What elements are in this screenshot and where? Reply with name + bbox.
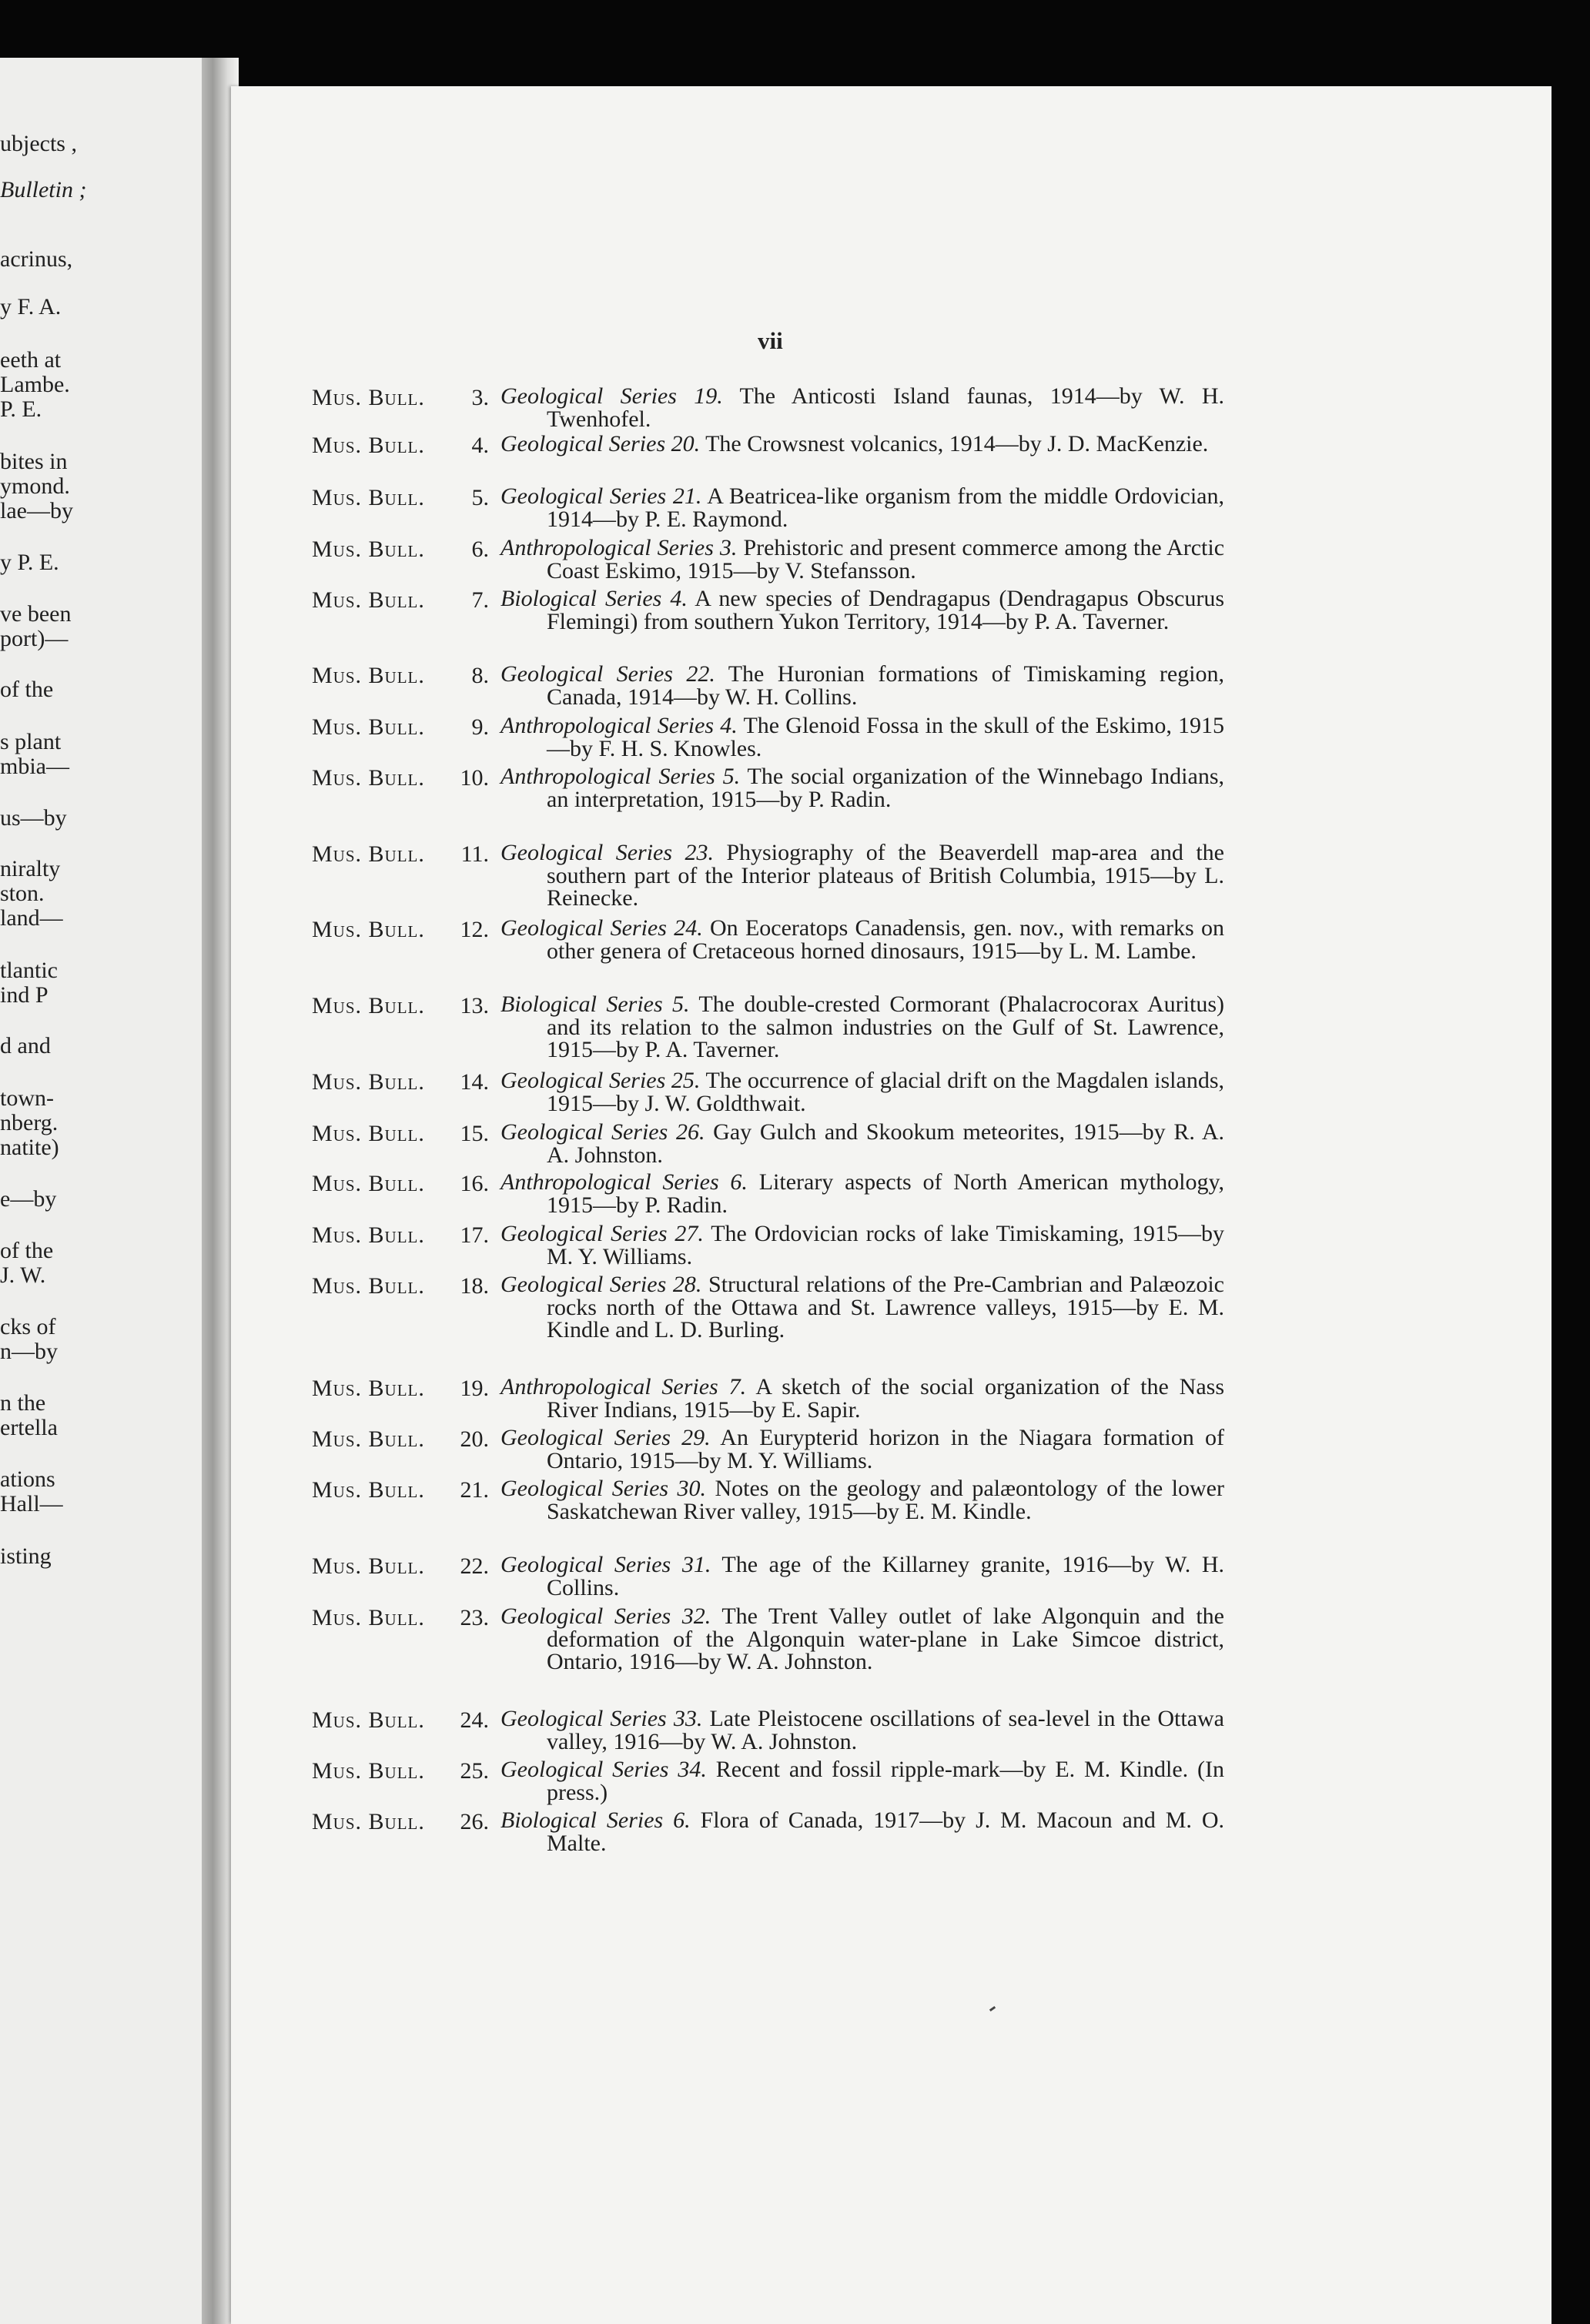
bulletin-description [500, 841, 1224, 910]
series-name: Anthropological Series 3. [500, 535, 738, 560]
bulletin-description [500, 1222, 1224, 1268]
bulletin-label: Mus. Bull. [312, 433, 425, 458]
bulletin-number: 4. [471, 433, 489, 458]
left-page-fragment: bites in [0, 449, 68, 474]
bulletin-label: Mus. Bull. [312, 1069, 425, 1095]
series-name: Geological Series 22. [500, 661, 715, 687]
bulletin-description [500, 1376, 1224, 1421]
bulletin-label: Mus. Bull. [312, 1171, 425, 1196]
bulletin-number: 3. [471, 385, 489, 410]
facing-page-fragment [0, 58, 202, 2324]
bulletin-label: Mus. Bull. [312, 1758, 425, 1784]
series-name: Anthropological Series 7. [500, 1374, 747, 1399]
series-name: Biological Series 4. [500, 586, 688, 611]
series-name: Geological Series 31. [500, 1552, 711, 1577]
bulletin-label: Mus. Bull. [312, 1426, 425, 1452]
bulletin-label: Mus. Bull. [312, 1273, 425, 1299]
left-page-fragment: eeth at [0, 347, 62, 373]
bulletin-description [500, 663, 1224, 708]
left-page-fragment: niralty [0, 856, 61, 881]
bulletin-description [500, 1273, 1224, 1342]
bulletin-title: Structural relations of the Pre-Cambrian and Palæozoic rocks north of the Ottawa and St. Lawrence valleys, 1915—by E. M. Kindle and L. D. Burling. [547, 1272, 1224, 1343]
left-page-fragment: ind P [0, 982, 49, 1008]
left-page-fragment: acrinus, [0, 246, 73, 272]
series-name: Geological Series 23. [500, 840, 714, 865]
series-name: Biological Series 6. [500, 1807, 691, 1833]
bulletin-description [500, 1069, 1224, 1115]
bulletin-label: Mus. Bull. [312, 714, 425, 740]
bulletin-label: Mus. Bull. [312, 993, 425, 1018]
left-page-fragment: ve been [0, 601, 72, 627]
left-page-fragment: J. W. [0, 1262, 46, 1288]
bulletin-description [500, 433, 1224, 456]
bulletin-number: 23. [460, 1605, 489, 1630]
bulletin-label: Mus. Bull. [312, 1477, 425, 1503]
left-page-fragment: lae—by [0, 498, 73, 523]
bulletin-title: The age of the Killarney granite, 1916—by W. H. Collins. [547, 1552, 1224, 1600]
series-name: Geological Series 24. [500, 915, 703, 941]
bulletin-description [500, 1477, 1224, 1523]
series-name: Geological Series 30. [500, 1476, 707, 1501]
bulletin-title: A new species of Dendragapus (Dendragapus Obscurus Flemingi) from southern Yukon Territory, 1914—by P. A. Taverner. [547, 586, 1224, 634]
series-name: Geological Series 20. [500, 431, 701, 456]
bulletin-title: Recent and fossil ripple-mark—by E. M. Kindle. (In press.) [547, 1757, 1225, 1805]
series-name: Geological Series 26. [500, 1119, 705, 1145]
left-page-fragment: s plant [0, 729, 62, 754]
left-page-fragment: n—by [0, 1339, 58, 1364]
left-page-fragment: of the [0, 1238, 54, 1263]
bulletin-title: The double-crested Cormorant (Phalacrocorax Auritus) and its relation to the salmon industries on the Gulf of St. Lawrence, 1915—by P. A. Taverner. [547, 991, 1224, 1062]
left-page-fragment: port)— [0, 626, 69, 651]
bulletin-number: 12. [460, 917, 489, 942]
bulletin-description [500, 765, 1224, 811]
series-name: Anthropological Series 5. [500, 764, 741, 789]
bulletin-number: 17. [460, 1222, 489, 1248]
bulletin-number: 9. [471, 714, 489, 740]
series-name: Geological Series 34. [500, 1757, 707, 1782]
bulletin-title: The occurrence of glacial drift on the Magdalen islands, 1915—by J. W. Goldthwait. [547, 1068, 1224, 1116]
bulletin-description [500, 1121, 1224, 1166]
bulletin-description [500, 1553, 1224, 1599]
bulletin-title: Late Pleistocene oscillations of sea-level in the Ottawa valley, 1916—by W. A. Johnston. [547, 1706, 1224, 1754]
bulletin-number: 14. [460, 1069, 489, 1095]
bulletin-number: 8. [471, 663, 489, 688]
bulletin-number: 11. [460, 841, 489, 867]
bulletin-description [500, 1809, 1224, 1854]
left-page-fragment: Lambe. [0, 372, 70, 397]
series-name: Geological Series 19. [500, 383, 723, 409]
left-page-fragment: ubjects , [0, 131, 77, 156]
bulletin-title: The Crowsnest volcanics, 1914—by J. D. MacKenzie. [705, 431, 1209, 456]
bulletin-number: 15. [460, 1121, 489, 1146]
bulletin-label: Mus. Bull. [312, 1707, 425, 1733]
left-page-fragment: nberg. [0, 1110, 59, 1135]
bulletin-description [500, 917, 1224, 962]
left-page-fragment: mbia— [0, 754, 69, 779]
bulletin-description [500, 1605, 1224, 1674]
bulletin-title: The Ordovician rocks of lake Timiskaming, 1915—by M. Y. Williams. [547, 1221, 1224, 1269]
bulletin-label: Mus. Bull. [312, 385, 425, 410]
left-page-fragment: ations [0, 1466, 55, 1492]
left-page-fragment: ertella [0, 1415, 58, 1440]
bulletin-number: 5. [471, 485, 489, 510]
left-page-fragment: Hall— [0, 1491, 63, 1516]
bulletin-title: Gay Gulch and Skookum meteorites, 1915—by R. A. A. Johnston. [547, 1119, 1225, 1168]
bulletin-number: 20. [460, 1426, 489, 1452]
left-page-fragment: e—by [0, 1186, 57, 1212]
series-name: Geological Series 21. [500, 483, 702, 509]
left-page-fragment: cks of [0, 1314, 56, 1339]
bulletin-number: 21. [460, 1477, 489, 1503]
bulletin-title: Flora of Canada, 1917—by J. M. Macoun and M. O. Malte. [547, 1807, 1225, 1856]
bulletin-title: Notes on the geology and palæontology of the lower Saskatchewan River valley, 1915—by E. M. Kindle. [547, 1476, 1224, 1524]
series-name: Geological Series 32. [500, 1603, 711, 1629]
left-page-fragment: natite) [0, 1135, 59, 1160]
left-page-fragment: d and [0, 1033, 51, 1058]
left-page-fragment: y F. A. [0, 294, 62, 319]
bulletin-title: The Huronian formations of Timiskaming region, Canada, 1914—by W. H. Collins. [547, 661, 1224, 710]
bulletin-description [500, 537, 1224, 582]
bulletin-number: 24. [460, 1707, 489, 1733]
left-page-fragment: isting [0, 1543, 52, 1569]
bulletin-title: A Beatricea-like organism from the middle Ordovician, 1914—by P. E. Raymond. [547, 483, 1224, 532]
bulletin-number: 13. [460, 993, 489, 1018]
bulletin-label: Mus. Bull. [312, 663, 425, 688]
bulletin-title: On Eoceratops Canadensis, gen. nov., with remarks on other genera of Cretaceous horned dinosaurs, 1915—by L. M. Lambe. [547, 915, 1224, 964]
bulletin-label: Mus. Bull. [312, 485, 425, 510]
left-page-fragment: P. E. [0, 396, 42, 422]
bulletin-number: 7. [471, 587, 489, 613]
bulletin-description [500, 1426, 1224, 1472]
bulletin-title: An Eurypterid horizon in the Niagara formation of Ontario, 1915—by M. Y. Williams. [547, 1425, 1224, 1473]
bulletin-label: Mus. Bull. [312, 1553, 425, 1579]
bulletin-number: 22. [460, 1553, 489, 1579]
bulletin-description [500, 485, 1224, 530]
bulletin-description [500, 993, 1224, 1062]
series-name: Anthropological Series 4. [500, 713, 738, 738]
bulletin-title: The social organization of the Winnebago Indians, an interpretation, 1915—by P. Radin. [547, 764, 1224, 812]
bulletin-description [500, 587, 1224, 633]
bulletin-title: The Anticosti Island faunas, 1914—by W. H. Twenhofel. [547, 383, 1224, 432]
left-page-fragment: town- [0, 1085, 54, 1111]
bulletin-number: 16. [460, 1171, 489, 1196]
series-name: Biological Series 5. [500, 991, 690, 1017]
series-name: Geological Series 25. [500, 1068, 701, 1093]
left-page-fragment: ston. [0, 881, 45, 906]
bulletin-number: 10. [460, 765, 489, 791]
bulletin-description [500, 385, 1224, 430]
bulletin-description [500, 714, 1224, 760]
bulletin-title: The Glenoid Fossa in the skull of the Eskimo, 1915—by F. H. S. Knowles. [547, 713, 1225, 761]
bulletin-label: Mus. Bull. [312, 917, 425, 942]
bulletin-label: Mus. Bull. [312, 537, 425, 562]
bulletin-number: 18. [460, 1273, 489, 1299]
bulletin-title: Physiography of the Beaverdell map-area and the southern part of the Interior plateaus of British Columbia, 1915—by L. Reinecke. [547, 840, 1224, 911]
series-name: Geological Series 33. [500, 1706, 703, 1731]
left-page-fragment: ymond. [0, 473, 70, 499]
left-page-fragment: Bulletin ; [0, 177, 87, 202]
bulletin-description [500, 1758, 1224, 1804]
bulletin-number: 26. [460, 1809, 489, 1834]
page-number: vii [758, 327, 783, 354]
bulletin-title: The Trent Valley outlet of lake Algonquin and the deformation of the Algonquin water-plane in Lake Simcoe district, Ontario, 1916—by W. A. Johnston. [547, 1603, 1224, 1674]
left-page-fragment: tlantic [0, 958, 58, 983]
bulletin-label: Mus. Bull. [312, 1809, 425, 1834]
bulletin-number: 6. [471, 537, 489, 562]
bulletin-label: Mus. Bull. [312, 1121, 425, 1146]
bulletin-title: A sketch of the social organization of the Nass River Indians, 1915—by E. Sapir. [547, 1374, 1225, 1423]
bulletin-number: 19. [460, 1376, 489, 1401]
bulletin-description [500, 1171, 1224, 1216]
left-page-fragment: us—by [0, 805, 67, 831]
left-page-fragment: land— [0, 905, 63, 931]
left-page-fragment: n the [0, 1390, 46, 1416]
bulletin-title: Prehistoric and present commerce among the Arctic Coast Eskimo, 1915—by V. Stefansson. [547, 535, 1225, 584]
bulletin-label: Mus. Bull. [312, 587, 425, 613]
left-page-fragment: y P. E. [0, 550, 59, 575]
series-name: Geological Series 28. [500, 1272, 702, 1297]
bulletin-label: Mus. Bull. [312, 1222, 425, 1248]
bulletin-label: Mus. Bull. [312, 1376, 425, 1401]
bulletin-number: 25. [460, 1758, 489, 1784]
left-page-fragment: of the [0, 677, 54, 702]
bulletin-title: Literary aspects of North American mythology, 1915—by P. Radin. [547, 1169, 1224, 1218]
bulletin-label: Mus. Bull. [312, 1605, 425, 1630]
series-name: Geological Series 29. [500, 1425, 711, 1450]
bulletin-description [500, 1707, 1224, 1753]
bulletin-label: Mus. Bull. [312, 765, 425, 791]
series-name: Geological Series 27. [500, 1221, 704, 1246]
bulletin-label: Mus. Bull. [312, 841, 425, 867]
series-name: Anthropological Series 6. [500, 1169, 748, 1195]
